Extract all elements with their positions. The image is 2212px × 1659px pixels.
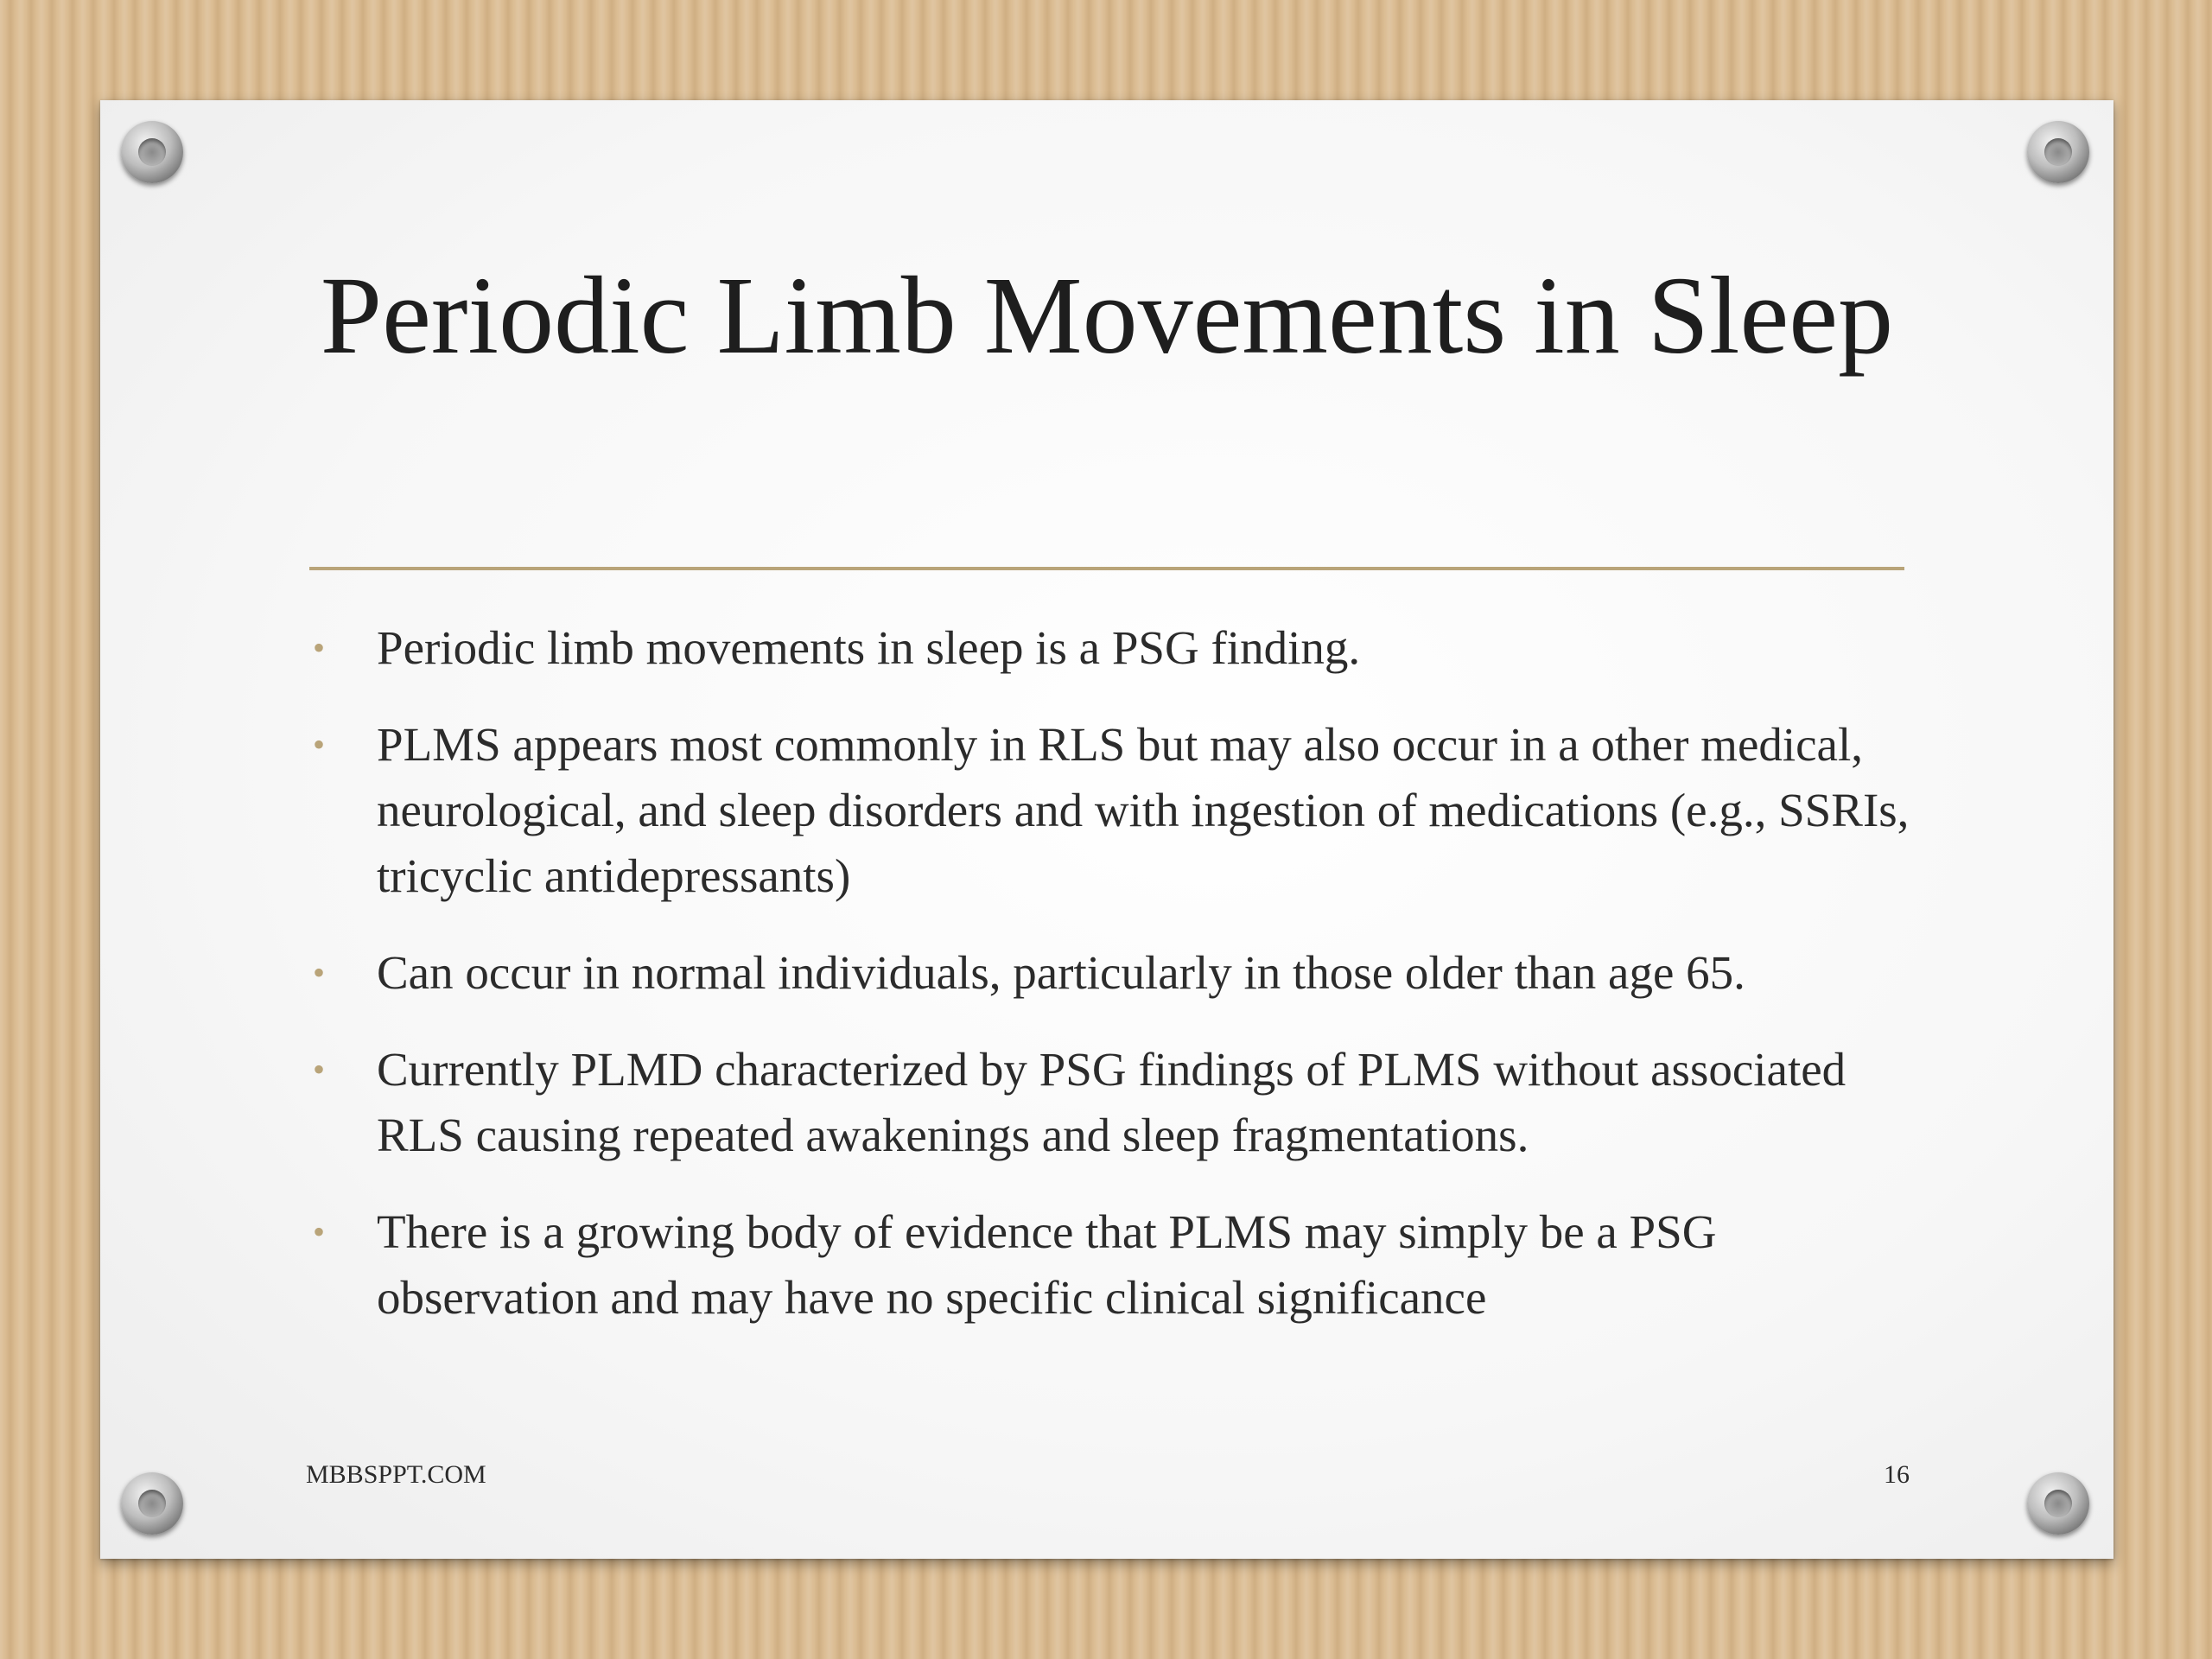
grommet-icon: [2027, 121, 2089, 183]
bullet-text: Can occur in normal individuals, particularly in those older than age 65.: [377, 946, 1745, 999]
grommet-icon: [121, 121, 183, 183]
bullet-text: PLMS appears most commonly in RLS but may also occur in a other medical, neurological, and sleep disorders and with ingestion of medications (e.g., SSRIs, tricyclic antidepressants): [377, 718, 1910, 902]
footer-text: MBBSPPT.COM: [306, 1460, 486, 1489]
bullet-item: [309, 615, 1916, 681]
page-number: 16: [1884, 1460, 1910, 1489]
bullet-text: There is a growing body of evidence that PLMS may simply be a PSG observation and may have no specific clinical significance: [377, 1205, 1717, 1324]
bullet-item: [309, 1199, 1916, 1331]
bullet-dot-icon: •: [313, 725, 326, 764]
bullet-item: [309, 940, 1916, 1006]
bullet-dot-icon: •: [313, 1050, 326, 1089]
slide-title: Periodic Limb Movements in Sleep: [320, 254, 1894, 377]
bullet-dot-icon: •: [313, 953, 326, 992]
bullet-text: Periodic limb movements in sleep is a PSG finding.: [377, 621, 1361, 674]
bullet-text: Currently PLMD characterized by PSG findings of PLMS without associated RLS causing repeated awakenings and sleep fragmentations.: [377, 1043, 1847, 1161]
bullet-list: [309, 615, 1916, 1362]
bullet-dot-icon: •: [313, 628, 326, 667]
grommet-icon: [2027, 1472, 2089, 1535]
bullet-item: [309, 712, 1916, 909]
bullet-item: [309, 1037, 1916, 1168]
grommet-icon: [121, 1472, 183, 1535]
title-divider: [309, 567, 1904, 570]
bullet-dot-icon: •: [313, 1212, 326, 1251]
